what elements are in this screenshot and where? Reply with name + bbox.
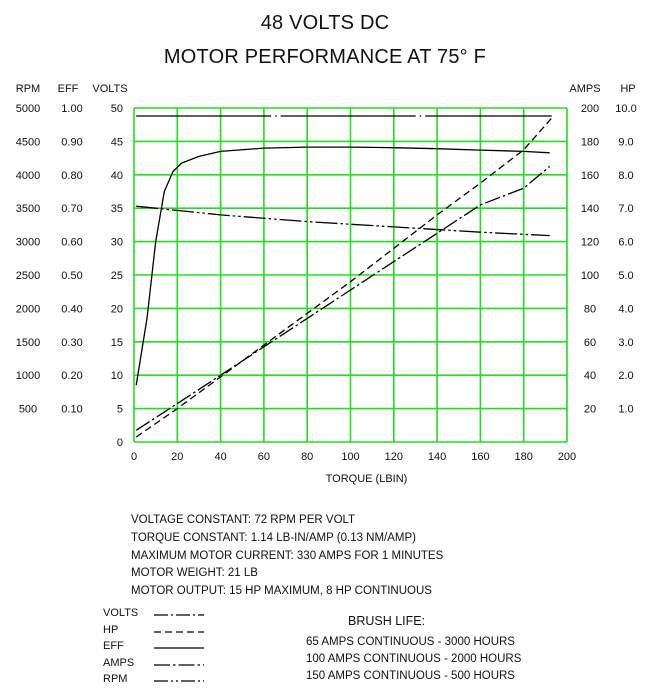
volts-tick-label: 0 [116, 437, 123, 449]
hp-tick-label: 9.0 [618, 136, 634, 149]
legend-label: HP [103, 623, 119, 636]
volts-tick-label: 35 [110, 203, 123, 216]
brush-life-line: 65 AMPS CONTINUOUS - 3000 HOURS [306, 636, 515, 648]
hp-tick-label: 8.0 [618, 169, 634, 182]
x-tick-label: 140 [427, 451, 447, 463]
hp-tick-label: 10.0 [615, 103, 637, 115]
volts-tick-label: 10 [110, 370, 123, 383]
eff-tick-label: 0.10 [61, 403, 83, 416]
volts-tick-label: 5 [116, 403, 123, 416]
rpm-tick-label: 3500 [15, 203, 41, 216]
eff-tick-label: 0.20 [61, 370, 83, 383]
rpm-tick-label: 5000 [15, 103, 41, 115]
axis-header-eff: EFF [57, 83, 79, 95]
legend-label: VOLTS [103, 607, 139, 619]
axis-header-rpm: RPM [15, 83, 41, 95]
x-tick-label: 160 [471, 451, 490, 463]
amps-tick-label: 200 [580, 103, 600, 115]
eff-tick-label: 0.50 [61, 270, 83, 282]
hp-tick-label: 5.0 [618, 270, 634, 282]
chart-title: 48 VOLTS DC [260, 12, 390, 34]
series-line-amps [136, 166, 550, 430]
x-tick-label: 180 [514, 451, 533, 463]
spec-motor-weight: MOTOR WEIGHT: 21 LB [131, 567, 258, 580]
volts-tick-label: 20 [110, 303, 123, 316]
amps-tick-label: 40 [583, 370, 597, 383]
hp-tick-label: 4.0 [618, 303, 634, 316]
legend-swatch [154, 678, 206, 684]
motor-specs [131, 512, 443, 601]
legend-label: RPM [103, 673, 128, 686]
volts-tick-label: 30 [110, 236, 123, 249]
hp-tick-label: 3.0 [618, 336, 634, 349]
rpm-tick-label: 4000 [15, 169, 41, 182]
eff-tick-label: 0.40 [61, 303, 83, 316]
x-tick-label: 100 [341, 451, 360, 463]
brush-life-line: 100 AMPS CONTINUOUS - 2000 HOURS [306, 653, 522, 665]
x-tick-label: 80 [301, 451, 314, 463]
spec-torque-constant: TORQUE CONSTANT: 1.14 LB-IN/AMP (0.13 NM/AMP) [131, 531, 417, 544]
legend-swatch [154, 612, 206, 618]
x-tick-label: 120 [384, 451, 403, 463]
brush-life-title: BRUSH LIFE: [348, 614, 426, 628]
rpm-tick-label: 2000 [15, 303, 41, 316]
chart-subtitle: MOTOR PERFORMANCE AT 75° F [163, 46, 487, 68]
legend-label: EFF [103, 640, 124, 653]
legend-label: AMPS [103, 656, 135, 669]
volts-tick-label: 45 [110, 136, 123, 149]
amps-tick-label: 20 [583, 403, 597, 416]
amps-tick-label: 60 [583, 336, 597, 349]
spec-max-current: MAXIMUM MOTOR CURRENT: 330 AMPS FOR 1 MINUTES [131, 549, 444, 562]
x-tick-label: 60 [257, 451, 271, 463]
amps-tick-label: 80 [583, 303, 597, 316]
volts-tick-label: 25 [110, 270, 123, 282]
legend-swatch [154, 662, 206, 668]
eff-tick-label: 0.80 [61, 169, 83, 182]
volts-tick-label: 50 [110, 103, 123, 115]
volts-tick-label: 40 [110, 169, 123, 182]
amps-tick-label: 100 [580, 270, 600, 282]
series-line-eff [136, 147, 550, 385]
legend-swatch [154, 629, 206, 635]
volts-tick-label: 15 [110, 336, 123, 349]
legend-swatch [154, 645, 206, 651]
amps-tick-label: 140 [580, 203, 600, 216]
rpm-tick-label: 4500 [15, 136, 41, 149]
rpm-tick-label: 1000 [15, 370, 41, 383]
amps-tick-label: 180 [580, 136, 600, 149]
rpm-tick-label: 500 [18, 403, 38, 416]
x-tick-label: 200 [557, 451, 577, 463]
amps-tick-label: 120 [580, 236, 600, 249]
spec-voltage-constant: VOLTAGE CONSTANT: 72 RPM PER VOLT [131, 514, 356, 526]
axis-header-volts: VOLTS [92, 83, 128, 95]
brush-life-line: 150 AMPS CONTINUOUS - 500 HOURS [306, 670, 515, 682]
hp-tick-label: 6.0 [618, 236, 634, 249]
rpm-tick-label: 2500 [15, 270, 41, 282]
x-tick-label: 40 [214, 451, 227, 463]
axis-header-hp: HP [620, 83, 636, 95]
x-tick-label: 0 [130, 451, 138, 463]
rpm-tick-label: 3000 [15, 236, 41, 249]
series-line-rpm [136, 206, 550, 235]
x-axis-label: TORQUE (LBIN) [325, 473, 408, 485]
eff-tick-label: 1.00 [61, 103, 83, 115]
axis-header-amps: AMPS [569, 83, 601, 95]
hp-tick-label: 2.0 [618, 370, 634, 383]
x-tick-label: 20 [171, 451, 184, 463]
eff-tick-label: 0.30 [61, 336, 83, 349]
eff-tick-label: 0.90 [61, 136, 83, 149]
rpm-tick-label: 1500 [15, 336, 41, 349]
spec-motor-output: MOTOR OUTPUT: 15 HP MAXIMUM, 8 HP CONTINUOUS [131, 585, 432, 598]
hp-tick-label: 1.0 [618, 403, 634, 416]
hp-tick-label: 7.0 [618, 203, 634, 216]
amps-tick-label: 160 [580, 169, 600, 182]
eff-tick-label: 0.70 [61, 203, 83, 216]
eff-tick-label: 0.60 [61, 236, 83, 249]
